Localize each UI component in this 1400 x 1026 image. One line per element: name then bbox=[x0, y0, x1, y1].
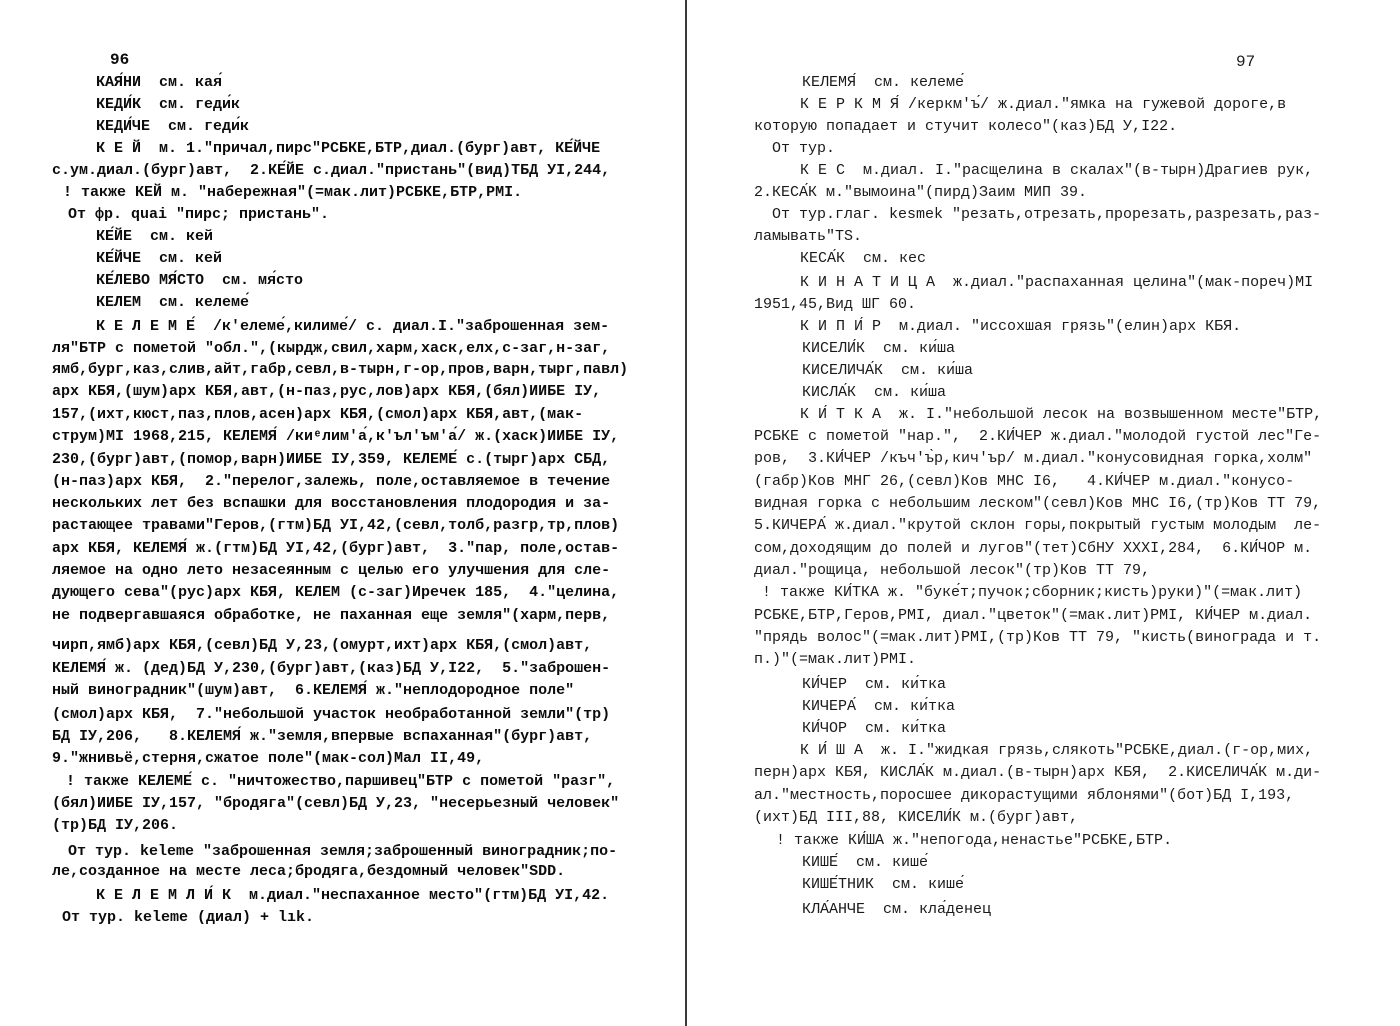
dictionary-line: арх КБЯ, КЕЛЕМЯ́ ж.(гтм)БД УI,42,(бург)авт, 3."пар, поле,остав- bbox=[52, 540, 620, 557]
dictionary-line: К И П И́ Р м.диал. "иссохшая грязь"(елин)арх КБЯ. bbox=[800, 318, 1242, 335]
dictionary-line: КЕСА́К см. кес bbox=[800, 250, 927, 267]
dictionary-line: К Е Л Е М Л И́ К м.диал."неспаханное место"(гтм)БД УI,42. bbox=[96, 887, 610, 904]
dictionary-line: ал."местность,поросшее дикорастущими яблонями"(бот)БД I,193, bbox=[754, 787, 1295, 804]
dictionary-line: К Е Л Е М Е́ /к'елеме́,килиме́/ с. диал.I."заброшенная зем- bbox=[96, 318, 610, 335]
dictionary-line: КИСЛА́К см. ки́ша bbox=[802, 384, 947, 401]
dictionary-line: ле,созданное на месте леса;бродяга,бездомный человек"SDD. bbox=[52, 863, 566, 880]
dictionary-line: От тур. keleme (диал) + lık. bbox=[62, 909, 315, 926]
dictionary-line: струм)МI 1968,215, КЕЛЕМЯ́ /киᵉлим'а́,к'ъл'ъм'а́/ ж.(хаск)ИИБЕ IУ, bbox=[52, 428, 620, 445]
dictionary-line: КЕ́ЙЕ см. кей bbox=[96, 228, 214, 245]
dictionary-line: с.ум.диал.(бург)авт, 2.КЕ́ЙЕ с.диал."пристань"(вид)ТБД УI,244, bbox=[52, 162, 611, 179]
dictionary-line: (смол)арх КБЯ, 7."небольшой участок необработанной земли"(тр) bbox=[52, 706, 611, 723]
dictionary-line: КЕДИ́ЧЕ см. геди́к bbox=[96, 118, 250, 135]
dictionary-line: РСБКЕ с пометой "нар.", 2.КИ́ЧЕР ж.диал."молодой густой лес"Ге- bbox=[754, 428, 1322, 445]
dictionary-line: нескольких лет без вспашки для восстановления плодородия и за- bbox=[52, 495, 611, 512]
dictionary-line: КЕЛЕМЯ́ см. келеме́ bbox=[802, 74, 965, 91]
dictionary-line: КЕ́ЙЧЕ см. кей bbox=[96, 250, 223, 267]
dictionary-line: К И Н А Т И Ц А ж.диал."распаханная целина"(мак-пореч)МI bbox=[800, 274, 1314, 291]
dictionary-line: "прядь волос"(=мак.лит)РМI,(тр)Ков ТТ 79, "кисть(винограда и т. bbox=[754, 629, 1322, 646]
dictionary-line: не подвергавшаяся обработке, не паханная еще земля"(харм,перв, bbox=[52, 607, 611, 624]
dictionary-line: КИ́ЧОР см. ки́тка bbox=[802, 720, 947, 737]
page-number: 97 bbox=[1236, 53, 1256, 71]
dictionary-line: КЕДИ́К см. геди́к bbox=[96, 96, 241, 113]
dictionary-line: ров, 3.КИ́ЧЕР /къч'ъ̀р,кич'ър/ м.диал."конусовидная горка,холм" bbox=[754, 450, 1313, 467]
dictionary-line: КИШЕ́ТНИК см. кише́ bbox=[802, 876, 965, 893]
dictionary-line: ямб,бург,каз,слив,айт,габр,севл,в-тырн,г-ор,пров,варн,тырг,павл) bbox=[52, 361, 629, 378]
dictionary-line: ! также КИ́ША ж."непогода,ненастье"РСБКЕ,БТР. bbox=[776, 832, 1173, 849]
dictionary-line: К И́ Т К А ж. I."небольшой лесок на возвышенном месте"БТР, bbox=[800, 406, 1323, 423]
dictionary-line: КИСЕЛИЧА́К см. ки́ша bbox=[802, 362, 974, 379]
dictionary-line: От тур.глаг. kesmek "резать,отрезать,прорезать,разрезать,раз- bbox=[772, 206, 1322, 223]
dictionary-line: ный виноградник"(шум)авт, 6.КЕЛЕМЯ́ ж."неплодородное поле" bbox=[52, 682, 575, 699]
dictionary-line: К И́ Ш А ж. I."жидкая грязь,слякоть"РСБКЕ,диал.(г-ор,мих, bbox=[800, 742, 1314, 759]
dictionary-line: (тр)БД IУ,206. bbox=[52, 817, 179, 834]
dictionary-line: ! также КИ́ТКА ж. "буке́т;пучок;сборник;кисть)руки)"(=мак.лит) bbox=[762, 584, 1303, 601]
dictionary-line: ля"БТР с пометой "обл.",(кырдж,свил,харм,хаск,елх,с-заг,н-заг, bbox=[52, 340, 611, 357]
dictionary-line: 230,(бург)авт,(помор,варн)ИИБЕ IУ,359, КЕЛЕМЕ́ с.(тырг)арх СБД, bbox=[52, 451, 611, 468]
dictionary-line: От фр. quai "пирс; пристань". bbox=[68, 206, 330, 223]
dictionary-line: сом,доходящим до полей и лугов"(тет)СбНУ XXXI,284, 6.КИ́ЧОР м. bbox=[754, 540, 1313, 557]
dictionary-line: (н-паз)арх КБЯ, 2."перелог,залежь, поле,оставляемое в течение bbox=[52, 473, 611, 490]
dictionary-line: БД IУ,206, 8.КЕЛЕМЯ́ ж."земля,впервые вспаханная"(бург)авт, bbox=[52, 728, 593, 745]
dictionary-line: К Е Й м. 1."причал,пирс"РСБКЕ,БТР,диал.(бург)авт, КЕ́ЙЧЕ bbox=[96, 140, 601, 157]
dictionary-line: (бял)ИИБЕ IУ,157, "бродяга"(севл)БД У,23, "несерьезный человек" bbox=[52, 795, 620, 812]
dictionary-line: КИСЕЛИ́К см. ки́ша bbox=[802, 340, 956, 357]
dictionary-line: К Е Р К М Я́ /керкм'ъ́/ ж.диал."ямка на гужевой дороге,в bbox=[800, 96, 1287, 113]
dictionary-line: К Е С м.диал. I."расщелина в скалах"(в-тырн)Драгиев рук, bbox=[800, 162, 1314, 179]
dictionary-line: КЛА́АНЧЕ см. кла́денец bbox=[802, 901, 992, 918]
dictionary-line: ! также КЕЙ м. "набережная"(=мак.лит)РСБКЕ,БТР,РМI. bbox=[63, 184, 523, 201]
dictionary-line: КАЯ́НИ см. кая́ bbox=[96, 74, 223, 91]
dictionary-line: перн)арх КБЯ, КИСЛА́К м.диал.(в-тырн)арх КБЯ, 2.КИСЕЛИЧА́К м.ди- bbox=[754, 764, 1322, 781]
dictionary-line: 9."жнивьё,стерня,сжатое поле"(мак-сол)Мал II,49, bbox=[52, 750, 485, 767]
right-page bbox=[687, 0, 1400, 1026]
dictionary-line: ляемое на одно лето незасеянным с целью его улучшения для сле- bbox=[52, 562, 611, 579]
dictionary-line: диал."рощица, небольшой лесок"(тр)Ков ТТ 79, bbox=[754, 562, 1151, 579]
dictionary-line: 2.КЕСА́К м."вымоина"(пирд)Заим МИП 39. bbox=[754, 184, 1088, 201]
dictionary-line: 5.КИЧЕРА́ ж.диал."крутой склон горы,покрытый густым молодым ле- bbox=[754, 517, 1322, 534]
dictionary-line: которую попадает и стучит колесо"(каз)БД У,I22. bbox=[754, 118, 1178, 135]
dictionary-line: КЕЛЕМЯ́ ж. (дед)БД У,230,(бург)авт,(каз)БД У,I22, 5."заброшен- bbox=[52, 660, 611, 677]
dictionary-line: КЕ́ЛЕВО МЯ́СТО см. мя́сто bbox=[96, 272, 304, 289]
dictionary-line: От тур. keleme "заброшенная земля;заброшенный виноградник;по- bbox=[68, 843, 618, 860]
dictionary-line: КЕЛЕМ см. келеме́ bbox=[96, 294, 250, 311]
dictionary-line: КИ́ЧЕР см. ки́тка bbox=[802, 676, 947, 693]
dictionary-line: КИШЕ́ см. кише́ bbox=[802, 854, 929, 871]
dictionary-line: (ихт)БД III,88, КИСЕЛИ́К м.(бург)авт, bbox=[754, 809, 1079, 826]
dictionary-line: арх КБЯ,(шум)арх КБЯ,авт,(н-паз,рус,лов)арх КБЯ,(бял)ИИБЕ IУ, bbox=[52, 383, 602, 400]
dictionary-line: (габр)Ков МНГ 26,(севл)Ков МНС I6, 4.КИ́ЧЕР м.диал."конусо- bbox=[754, 473, 1295, 490]
dictionary-line: чирп,ямб)арх КБЯ,(севл)БД У,23,(омурт,ихт)арх КБЯ,(смол)авт, bbox=[52, 637, 593, 654]
dictionary-line: РСБКЕ,БТР,Геров,РМI, диал."цветок"(=мак.лит)РМI, КИ́ЧЕР м.диал. bbox=[754, 607, 1313, 624]
dictionary-line: п.)"(=мак.лит)РМI. bbox=[754, 651, 917, 668]
dictionary-line: растающее травами"Геров,(гтм)БД УI,42,(севл,толб,разгр,тр,плов) bbox=[52, 517, 620, 534]
dictionary-line: КИЧЕРА́ см. ки́тка bbox=[802, 698, 956, 715]
left-page bbox=[0, 0, 686, 1026]
dictionary-line: 1951,45,Вид ШГ 60. bbox=[754, 296, 917, 313]
dictionary-line: дующего сева"(рус)арх КБЯ, КЕЛЕМ (с-заг)Иречек 185, 4."целина, bbox=[52, 584, 620, 601]
dictionary-line: ламывать"TS. bbox=[754, 228, 863, 245]
dictionary-line: видная горка с небольшим леском"(севл)Ков МНС I6,(тр)Ков ТТ 79, bbox=[754, 495, 1322, 512]
page-number: 96 bbox=[110, 51, 130, 69]
dictionary-line: 157,(ихт,кюст,паз,плов,асен)арх КБЯ,(смол)арх КБЯ,авт,(мак- bbox=[52, 406, 584, 423]
dictionary-line: ! также КЕЛЕМЕ́ с. "ничтожество,паршивец"БТР с пометой "разг", bbox=[66, 773, 616, 790]
dictionary-line: От тур. bbox=[772, 140, 836, 157]
